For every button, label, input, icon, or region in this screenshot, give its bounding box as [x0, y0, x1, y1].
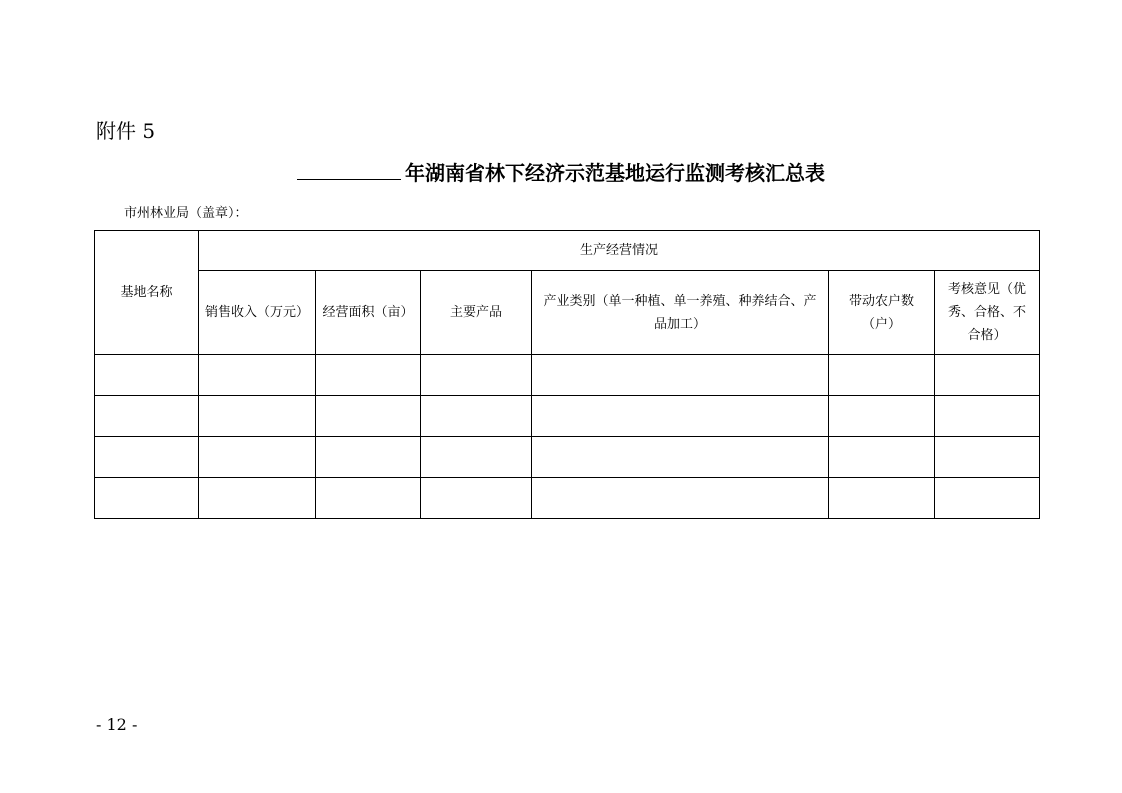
- header-farmers-driven: 带动农户数（户）: [829, 271, 935, 355]
- table-cell[interactable]: [316, 396, 421, 437]
- table-cell[interactable]: [421, 478, 532, 519]
- table-cell[interactable]: [829, 478, 935, 519]
- year-blank-line: [297, 157, 401, 180]
- annex-label: 附件 5: [96, 119, 156, 143]
- header-assessment-opinion: 考核意见（优秀、合格、不合格）: [935, 271, 1040, 355]
- header-row-columns: [95, 271, 1040, 355]
- seal-line: 市州林业局（盖章）：: [124, 206, 248, 221]
- table-cell[interactable]: [95, 355, 199, 396]
- table-cell[interactable]: [935, 478, 1040, 519]
- table-cell[interactable]: [829, 437, 935, 478]
- header-base-name: 基地名称: [95, 231, 199, 355]
- table-cell[interactable]: [316, 478, 421, 519]
- header-row-group: [95, 231, 1040, 271]
- table-cell[interactable]: [95, 396, 199, 437]
- table-row: [95, 355, 1040, 396]
- page-number: - 12 -: [96, 715, 138, 734]
- summary-table: [94, 230, 1040, 519]
- table-cell[interactable]: [95, 437, 199, 478]
- table-cell[interactable]: [199, 478, 316, 519]
- table-cell[interactable]: [199, 355, 316, 396]
- table-cell[interactable]: [935, 355, 1040, 396]
- table-cell[interactable]: [935, 437, 1040, 478]
- table-cell[interactable]: [935, 396, 1040, 437]
- header-sales-revenue: 销售收入（万元）: [199, 271, 316, 355]
- table-cell[interactable]: [421, 437, 532, 478]
- header-industry-category: 产业类别（单一种植、单一养殖、种养结合、产品加工）: [532, 271, 829, 355]
- table-cell[interactable]: [829, 355, 935, 396]
- table-row: [95, 478, 1040, 519]
- table-cell[interactable]: [316, 437, 421, 478]
- document-title: [0, 157, 1122, 187]
- table-cell[interactable]: [95, 478, 199, 519]
- table-cell[interactable]: [421, 396, 532, 437]
- table-cell[interactable]: [199, 437, 316, 478]
- table-row: [95, 437, 1040, 478]
- header-operating-area: 经营面积（亩）: [316, 271, 421, 355]
- table-cell[interactable]: [421, 355, 532, 396]
- table-cell[interactable]: [829, 396, 935, 437]
- table-cell[interactable]: [532, 437, 829, 478]
- header-production-group: 生产经营情况: [199, 231, 1040, 271]
- table-cell[interactable]: [532, 355, 829, 396]
- table-cell[interactable]: [316, 355, 421, 396]
- table-cell[interactable]: [532, 396, 829, 437]
- header-main-products: 主要产品: [421, 271, 532, 355]
- title-text: 年湖南省林下经济示范基地运行监测考核汇总表: [405, 161, 825, 185]
- table-cell[interactable]: [199, 396, 316, 437]
- table-cell[interactable]: [532, 478, 829, 519]
- table-row: [95, 396, 1040, 437]
